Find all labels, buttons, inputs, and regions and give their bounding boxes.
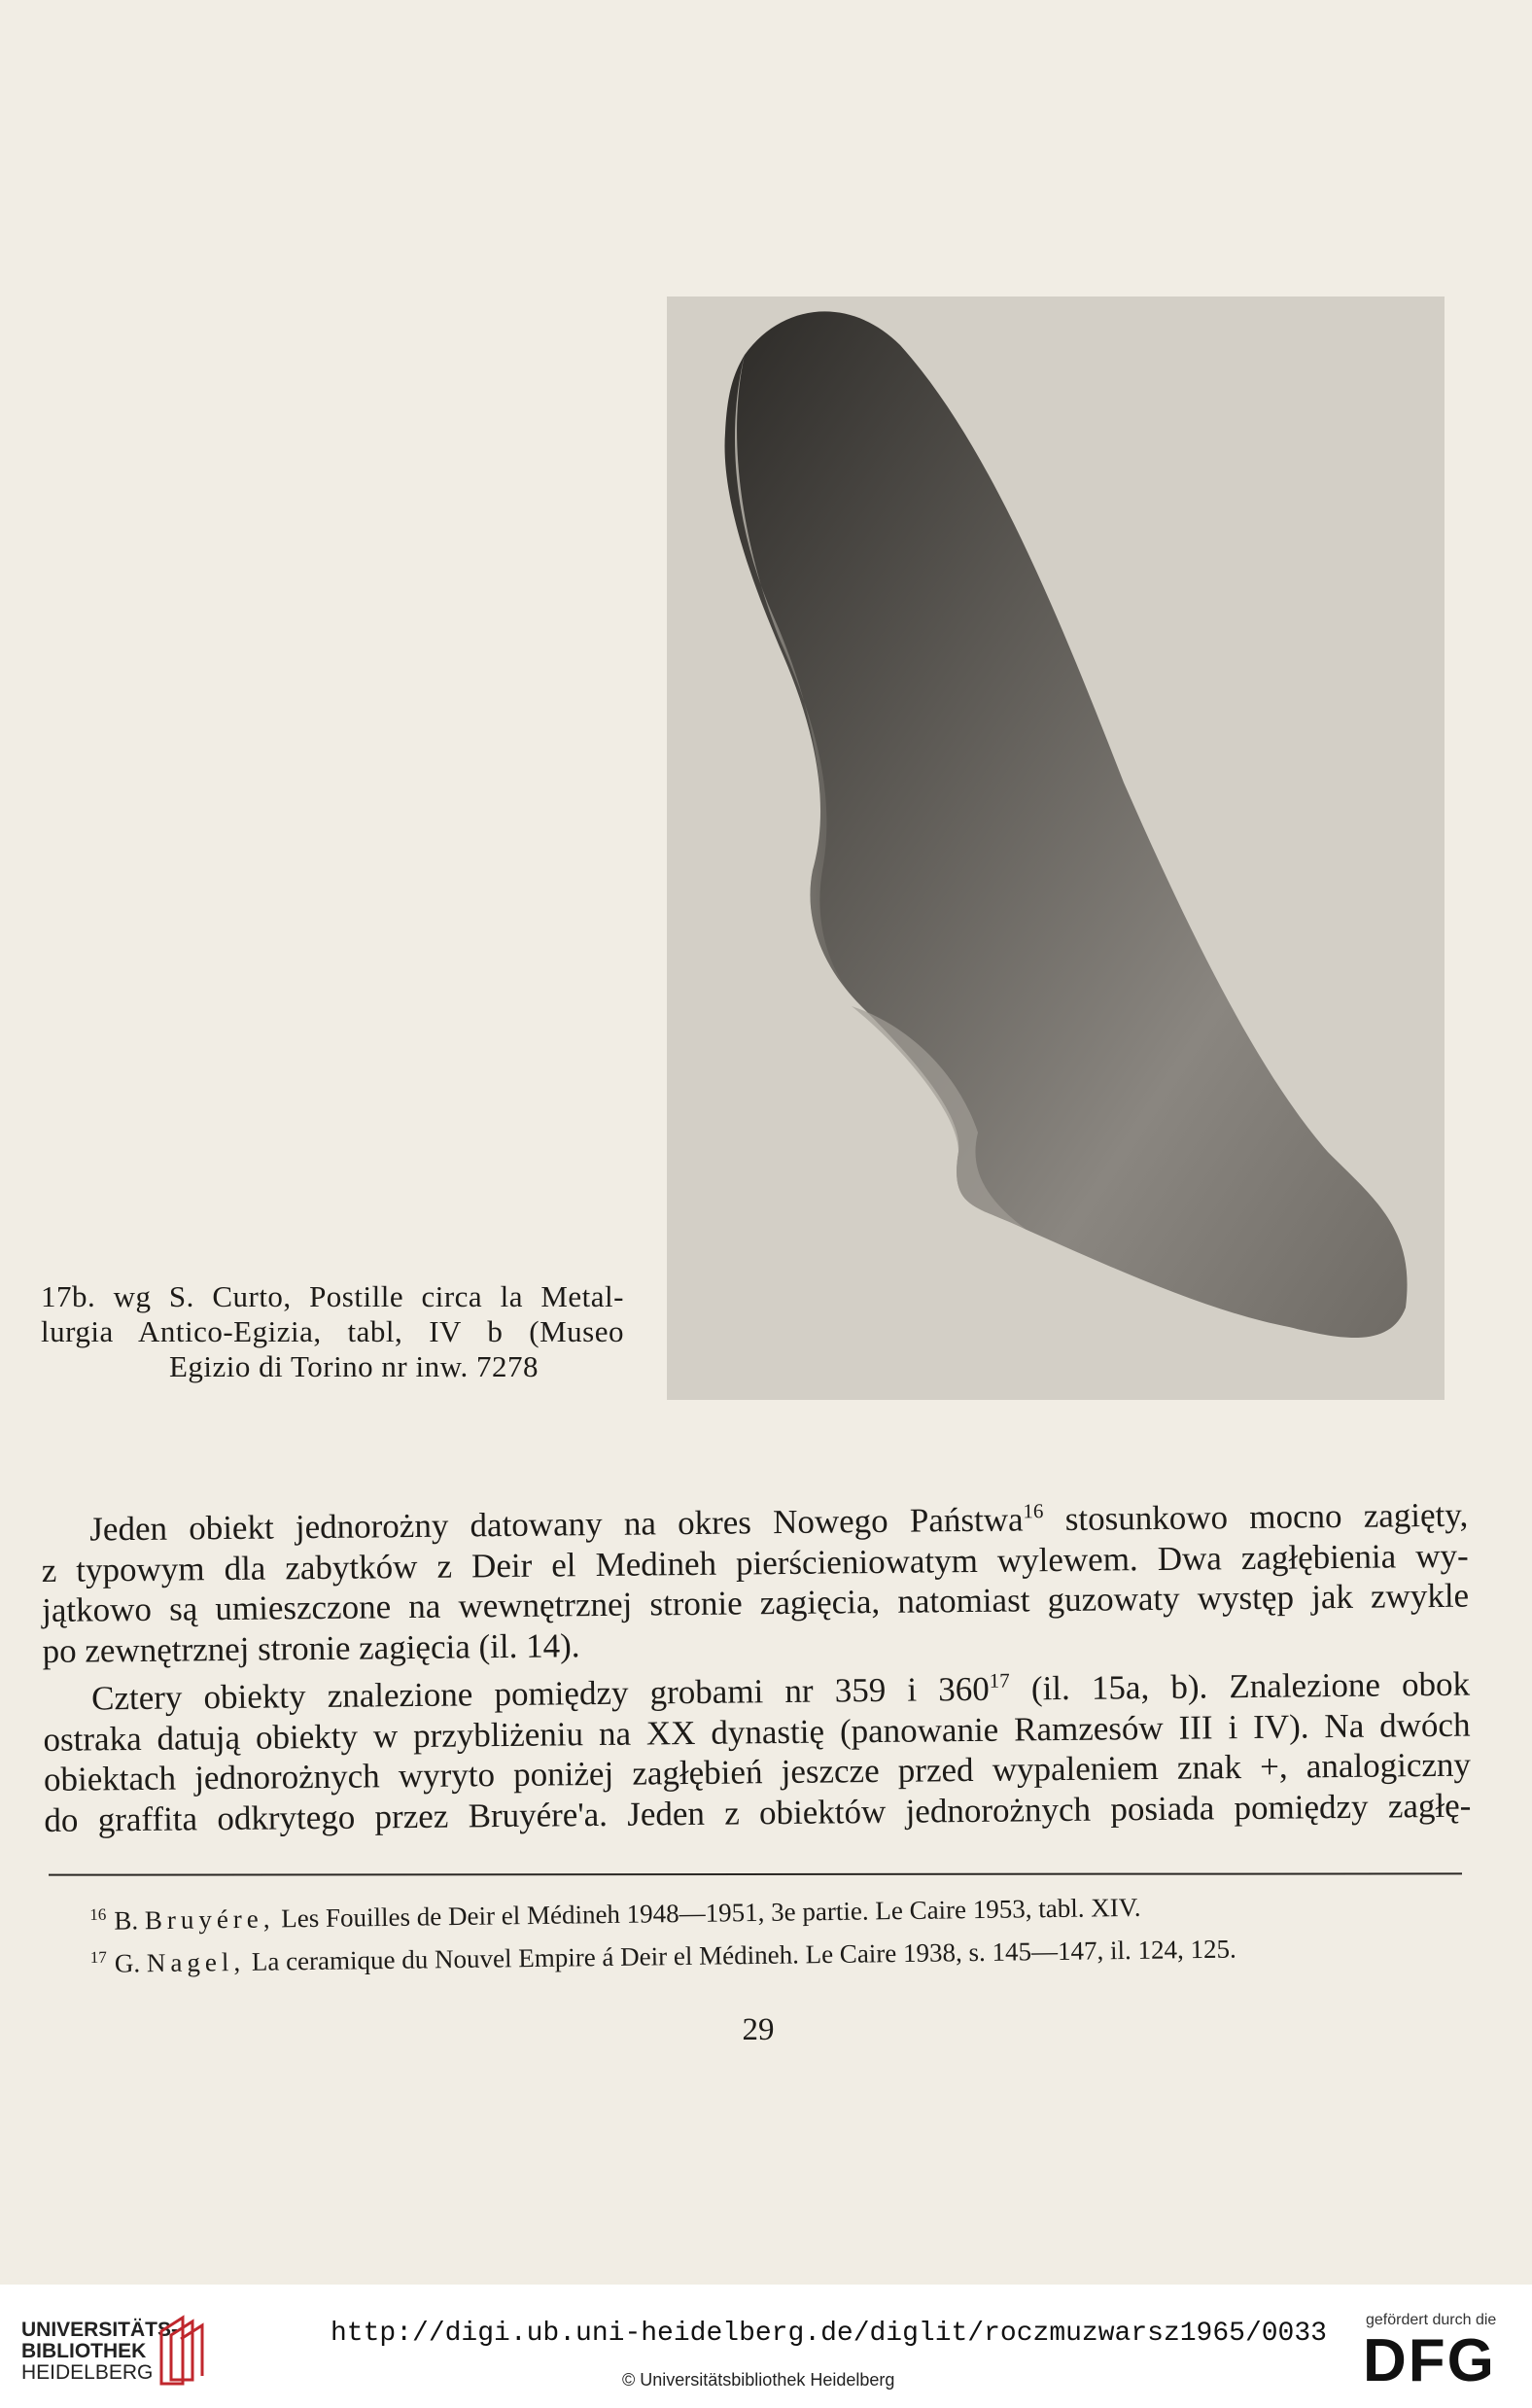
text-line: Cztery obiekty znalezione pomiędzy grobami nr 359 i $360^{17}$ (il. 15a, b). Znalezione obok [90,1664,1471,1718]
text-line: obiektach jednorożnych wyryto poniżej zagłębień jeszcze przed wypaleniem znak +, analogiczny [43,1745,1472,1798]
library-logo-icon [154,2312,212,2390]
footnote: $^{16}$ B. Bruyére, Les Fouilles de Deir el Médineh 1948—1951, 3e partie. Le Caire 1953, tabl. XIV. [89,1892,1141,1936]
caption-line: 17b. wg S. Curto, Postille circa la Metal- [41,1279,624,1313]
footnote-author: Bruyére, [144,1903,275,1936]
figure-caption [41,1279,624,1384]
text-line: ostraka datują obiekty w przybliżeniu na XX dynastię (panowanie Ramzesów III i IV). Na dwóch [43,1705,1471,1759]
text-line: jątkowo są umieszczone na wewnętrznej stronie zagięcia, natomiast guzowaty występ jak zwykle [41,1576,1470,1629]
body-text [41,1487,1472,1840]
library-name: UNIVERSITÄTS- BIBLIOTHEK HEIDELBERG [21,2319,179,2384]
digitization-footer [0,2285,1532,2408]
document-url[interactable]: http://digi.ub.uni-heidelberg.de/diglit/roczmuzwarsz1965/0033 [331,2319,1327,2349]
copyright-notice: © Universitätsbibliothek Heidelberg [622,2370,895,2390]
funding-note: gefördert durch die [1366,2312,1497,2328]
artifact-photograph [667,297,1445,1400]
footnote: $^{17}$ G. Nagel, La ceramique du Nouvel Empire á Deir el Médineh. Le Caire 1938, s. 145—147, il. 124, 125. [89,1934,1236,1978]
text-line: po zewnętrznej stronie zagięcia (il. 14). [42,1625,580,1670]
footnote-number: 17 [89,1947,107,1967]
footnote-ref: 17 [989,1668,1010,1693]
text-line: Jeden obiekt jednorożny datowany na okres Nowego Państwa$^{16}$ stosunkowo mocno zagięty, [89,1495,1469,1549]
text-line: z typowym dla zabytków z Deir el Medineh pierścieniowatym wylewem. Dwa zagłębienia wy- [41,1536,1469,1589]
footnote-divider [49,1872,1462,1875]
paragraph-1 [41,1487,1470,1671]
dfg-logo: DFG [1363,2327,1496,2394]
text-line: do graffita odkrytego przez Bruyére'a. Jeden z obiektów jednorożnych posiada pomiędzy zagłę- [44,1786,1472,1839]
footnote-author: Nagel, [146,1946,246,1978]
caption-line: lurgia Antico-Egizia, tabl, IV b (Museo [41,1314,624,1348]
footnotes [89,1878,1469,1982]
paragraph-2 [43,1657,1472,1840]
footnote-number: 16 [89,1904,107,1924]
page-number: 29 [742,2012,775,2047]
artifact-image [667,297,1445,1400]
footnote-ref: 16 [1023,1499,1044,1523]
caption-line: Egizio di Torino nr inw. 7278 [169,1349,539,1383]
